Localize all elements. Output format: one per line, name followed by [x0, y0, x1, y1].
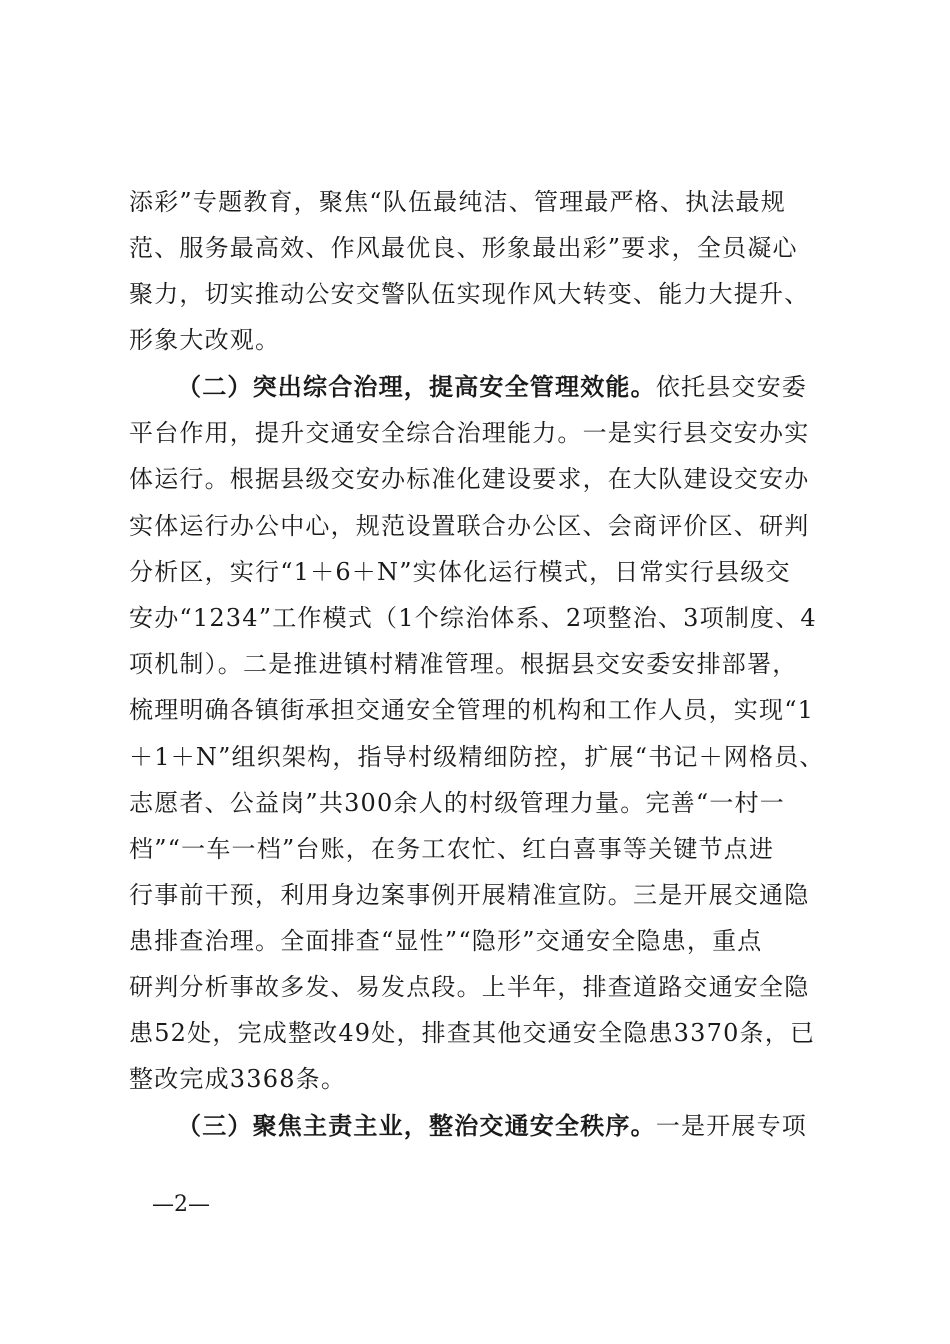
paragraph-line: 平台作用，提升交通安全综合治理能力。一是实行县交安办实: [129, 419, 810, 447]
paragraph-line: 添彩”专题教育，聚焦“队伍最纯洁、管理最严格、执法最规: [129, 188, 786, 216]
section-3-first-line: [177, 1106, 877, 1146]
paragraph-line: 安办“1234”工作模式（1个综治体系、2项整治、3项制度、4: [129, 604, 817, 632]
paragraph-line: 档”“一车一档”台账，在务工农忙、红白喜事等关键节点进: [129, 835, 775, 863]
paragraph-line: 体运行。根据县级交安办标准化建设要求，在大队建设交安办: [129, 465, 810, 493]
page-number: —2—: [152, 1192, 210, 1217]
section-3-heading: （三）聚焦主责主业，整治交通安全秩序。: [177, 1111, 656, 1140]
paragraph-line: ＋1＋N”组织架构，指导村级精细防控，扩展“书记＋网格员、: [129, 743, 825, 771]
paragraph-line: 分析区，实行“1＋6＋N”实体化运行模式，日常实行县级交: [129, 558, 791, 586]
section-3-lead-text: 一是开展专项: [655, 1112, 808, 1140]
section-2-heading: （二）突出综合治理，提高安全管理效能。: [177, 372, 656, 401]
paragraph-line: 实体运行办公中心，规范设置联合办公区、会商评价区、研判: [129, 512, 810, 540]
paragraph-line: 患52处，完成整改49处，排查其他交通安全隐患3370条，已: [129, 1019, 816, 1047]
paragraph-line: 患排查治理。全面排查“显性”“隐形”交通安全隐患，重点: [129, 927, 763, 955]
paragraph-line: 聚力，切实推动公安交警队伍实现作风大转变、能力大提升、: [129, 280, 810, 308]
paragraph-line: 整改完成3368条。: [129, 1065, 347, 1093]
section-2-lead-text: 依托县交安委: [655, 373, 808, 401]
section-2-first-line: [177, 367, 877, 407]
paragraph-line: 形象大改观。: [129, 326, 281, 354]
paragraph-line: 范、服务最高效、作风最优良、形象最出彩”要求，全员凝心: [129, 234, 798, 262]
paragraph-line: 志愿者、公益岗”共300余人的村级管理力量。完善“一村一: [129, 789, 785, 817]
paragraph-line: 行事前干预，利用身边案事例开展精准宣防。三是开展交通隐: [129, 881, 810, 909]
paragraph-line: 项机制）。二是推进镇村精准管理。根据县交安委安排部署，: [129, 650, 798, 678]
paragraph-line: 研判分析事故多发、易发点段。上半年，排查道路交通安全隐: [129, 973, 810, 1001]
paragraph-line: 梳理明确各镇街承担交通安全管理的机构和工作人员，实现“1: [129, 696, 815, 724]
